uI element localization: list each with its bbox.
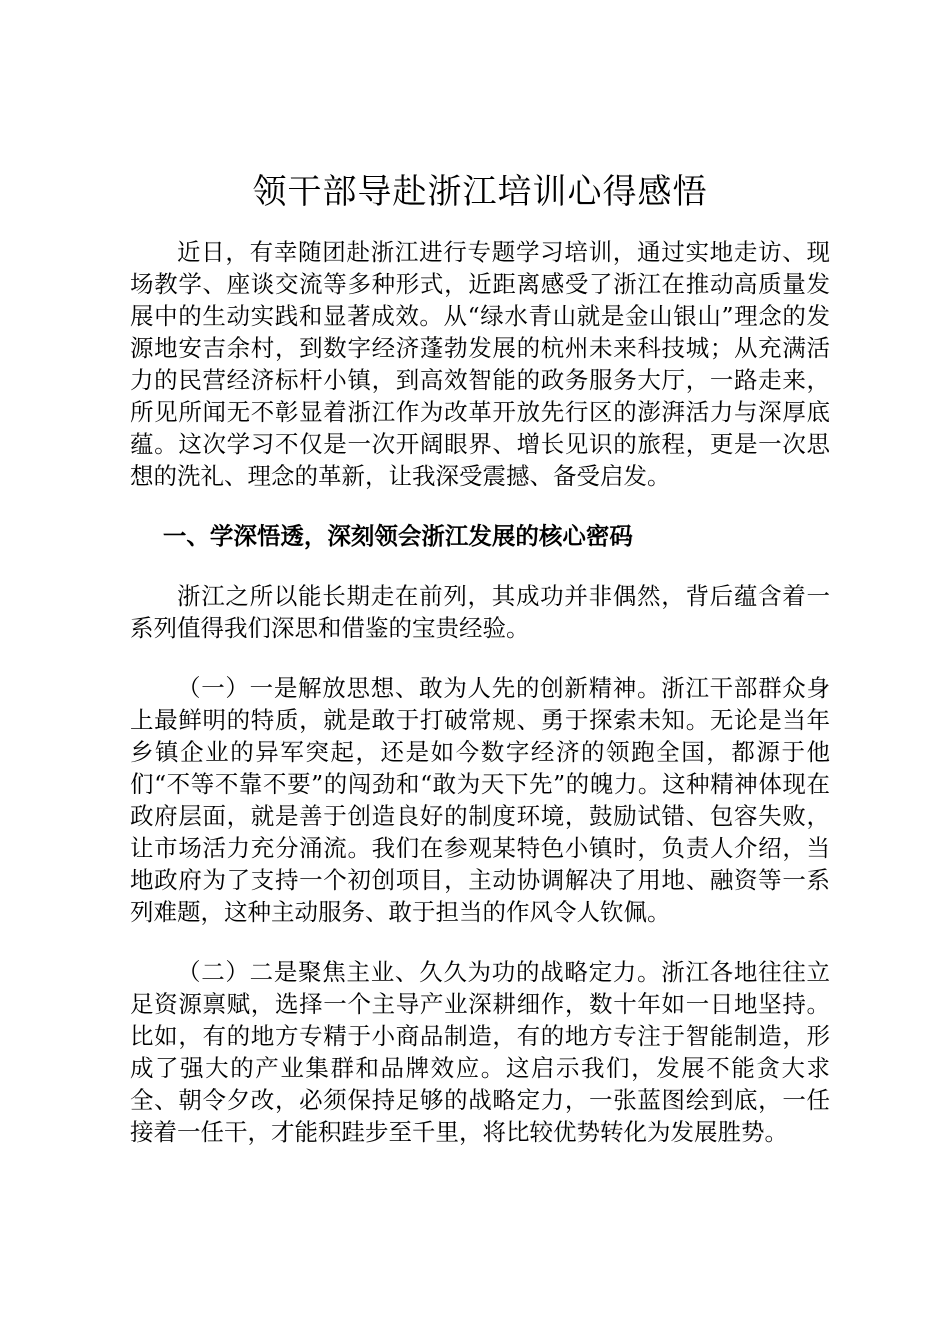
point1-paragraph: （一）一是解放思想、敢为人先的创新精神。浙江干部群众身上最鲜明的特质，就是敢于打破常规、勇于探索未知。无论是当年乡镇企业的异军突起，还是如今数字经济的领跑全国，都源于他们“不等不靠不要”的闯劲和“敢为天下先”的魄力。这种精神体现在政府层面，就是善于创造良好的制度环境，鼓励试错、包容失败，让市场活力充分涌流。我们在参观某特色小镇时，负责人介绍，当地政府为了支持一个初创项目，主动协调解决了用地、融资等一系列难题，这种主动服务、敢于担当的作风令人钦佩。: [130, 674, 830, 926]
section1-intro-paragraph: 浙江之所以能长期走在前列，其成功并非偶然，背后蕴含着一系列值得我们深思和借鉴的宝贵经验。: [130, 582, 830, 642]
point2-paragraph: （二）二是聚焦主业、久久为功的战略定力。浙江各地往往立足资源禀赋，选择一个主导产业深耕细作，数十年如一日地坚持。比如，有的地方专精于小商品制造，有的地方专注于智能制造，形成了强大的产业集群和品牌效应。这启示我们，发展不能贪大求全、朝令夕改，必须保持足够的战略定力，一张蓝图绘到底，一任接着一任干，才能积跬步至千里，将比较优势转化为发展胜势。: [130, 958, 830, 1146]
section1-heading: 一、学深悟透，深刻领会浙江发展的核心密码: [162, 522, 633, 550]
document-page: [130, 168, 830, 1148]
document-title: 领干部导赴浙江培训心得感悟: [252, 172, 708, 212]
intro-paragraph: 近日，有幸随团赴浙江进行专题学习培训，通过实地走访、现场教学、座谈交流等多种形式，近距离感受了浙江在推动高质量发展中的生动实践和显著成效。从“绿水青山就是金山银山”理念的发源地安吉余村，到数字经济蓬勃发展的杭州未来科技城；从充满活力的民营经济标杆小镇，到高效智能的政务服务大厅，一路走来，所见所闻无不彰显着浙江作为改革开放先行区的澎湃活力与深厚底蕴。这次学习不仅是一次开阔眼界、增长见识的旅程，更是一次思想的洗礼、理念的革新，让我深受震撼、备受启发。: [130, 238, 830, 490]
